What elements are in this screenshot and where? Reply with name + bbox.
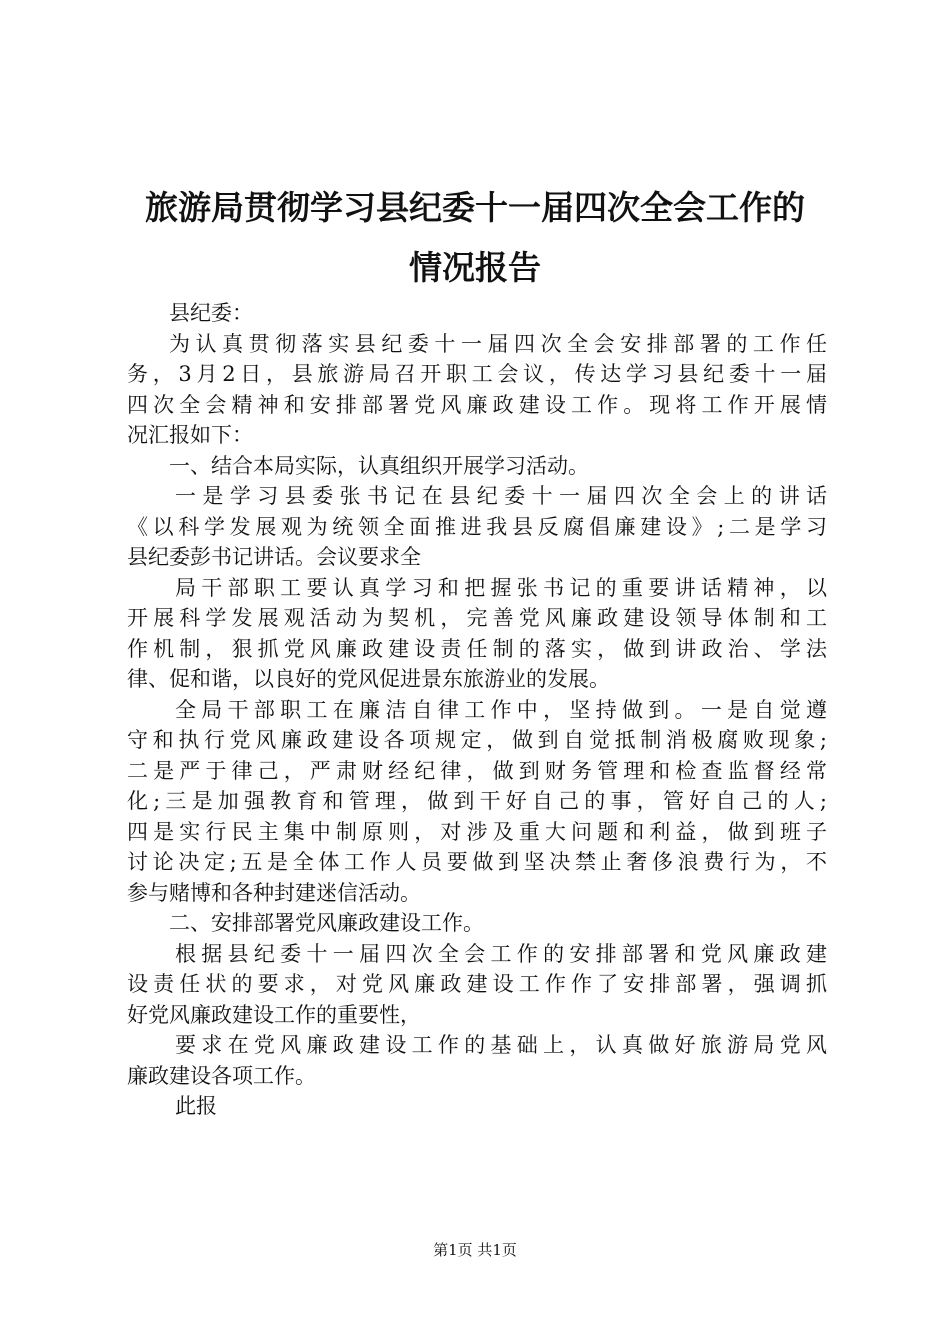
- document-title-line-2: 情况报告: [409, 248, 541, 287]
- paragraph-line: 根据县纪委十一届四次全会工作的安排部署和党风廉政建: [175, 942, 827, 966]
- paragraph-line: 二是严于律己，严肃财经纪律，做到财务管理和检查监督经常: [127, 759, 827, 783]
- paragraph-line: 为认真贯彻落实县纪委十一届四次全会安排部署的工作任: [169, 332, 827, 356]
- paragraph-line: 一是学习县委张书记在县纪委十一届四次全会上的讲话: [175, 484, 827, 508]
- paragraph-line: 好党风廉政建设工作的重要性，: [127, 1003, 421, 1027]
- paragraph-line: 参与赌博和各种封建迷信活动。: [127, 881, 421, 905]
- paragraph-line: 化;三是加强教育和管理，做到干好自己的事，管好自己的人;: [127, 789, 827, 813]
- paragraph-line: 讨论决定;五是全体工作人员要做到坚决禁止奢侈浪费行为，不: [127, 850, 827, 874]
- paragraph-line: 务，3月2日，县旅游局召开职工会议，传达学习县纪委十一届: [127, 362, 827, 386]
- paragraph-line: 一、结合本局实际，认真组织开展学习活动。: [169, 454, 589, 478]
- paragraph-line: 全局干部职工在廉洁自律工作中，坚持做到。一是自觉遵: [175, 698, 827, 722]
- paragraph-line: 况汇报如下：: [127, 423, 253, 447]
- paragraph-line: 四是实行民主集中制原则，对涉及重大问题和利益，做到班子: [127, 820, 827, 844]
- page-number-footer: 第1页 共1页: [433, 1241, 517, 1259]
- paragraph-line: 县纪委：: [169, 301, 253, 325]
- paragraph-line: 《以科学发展观为统领全面推进我县反腐倡廉建设》;二是学习: [127, 515, 827, 539]
- paragraph-line: 廉政建设各项工作。: [127, 1064, 316, 1088]
- paragraph-line: 设责任状的要求，对党风廉政建设工作作了安排部署，强调抓: [127, 972, 827, 996]
- paragraph-line: 四次全会精神和安排部署党风廉政建设工作。现将工作开展情: [127, 393, 827, 417]
- paragraph-line: 律、促和谐，以良好的党风促进景东旅游业的发展。: [127, 667, 610, 691]
- paragraph-line: 要求在党风廉政建设工作的基础上，认真做好旅游局党风: [175, 1033, 827, 1057]
- paragraph-line: 此报: [175, 1094, 217, 1118]
- paragraph-line: 守和执行党风廉政建设各项规定，做到自觉抵制消极腐败现象;: [127, 728, 827, 752]
- paragraph-line: 县纪委彭书记讲话。会议要求全: [127, 545, 421, 569]
- paragraph-line: 局干部职工要认真学习和把握张书记的重要讲话精神，以: [175, 576, 827, 600]
- document-title-line-1: 旅游局贯彻学习县纪委十一届四次全会工作的: [145, 188, 805, 227]
- paragraph-line: 作机制，狠抓党风廉政建设责任制的落实，做到讲政治、学法: [127, 637, 827, 661]
- paragraph-line: 开展科学发展观活动为契机，完善党风廉政建设领导体制和工: [127, 606, 827, 630]
- paragraph-line: 二、安排部署党风廉政建设工作。: [169, 911, 484, 935]
